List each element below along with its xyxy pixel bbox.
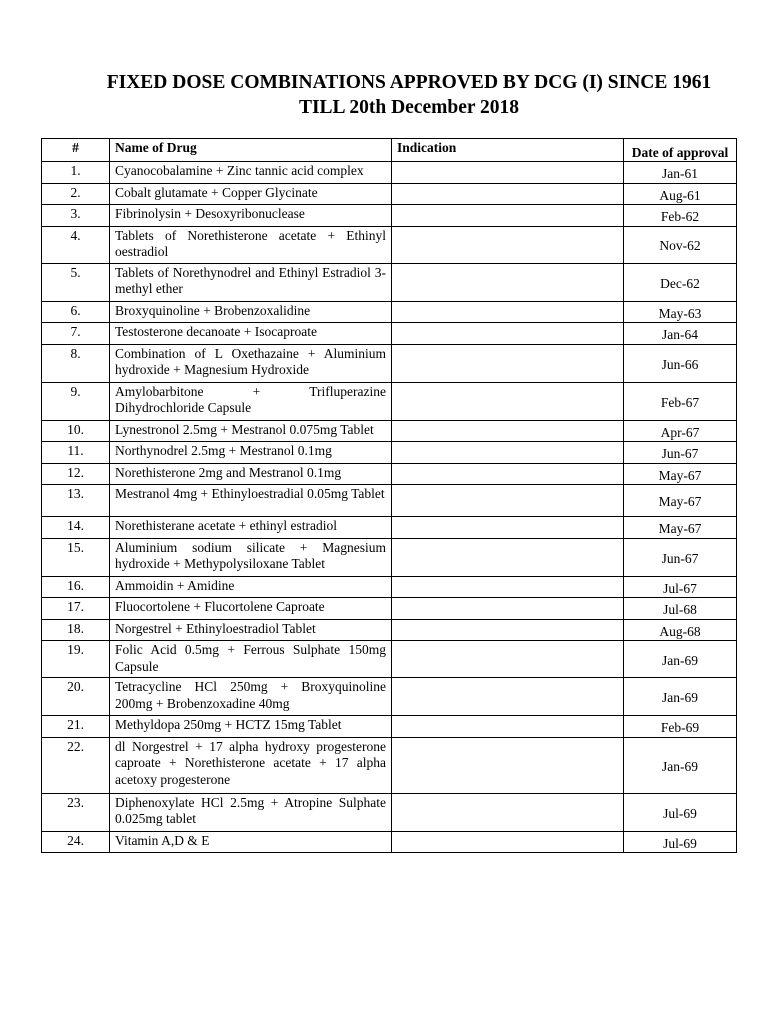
approval-date: May-67 [624, 463, 737, 485]
drug-name: Cobalt glutamate + Copper Glycinate [110, 183, 392, 205]
table-row [42, 517, 737, 539]
table-row [42, 323, 737, 345]
table-row [42, 162, 737, 184]
header-number: # [42, 139, 110, 162]
drug-name: Norethisterone 2mg and Mestranol 0.1mg [110, 463, 392, 485]
table-row [42, 678, 737, 716]
title-line-2: TILL 20th December 2018 [298, 97, 520, 118]
table-row [42, 263, 737, 301]
table-row [42, 619, 737, 641]
table-row [42, 420, 737, 442]
drug-name: Vitamin A,D & E [110, 831, 392, 853]
approval-date: Jul-67 [624, 576, 737, 598]
title-line-1: FIXED DOSE COMBINATIONS APPROVED BY DCG (I) SINCE 1961 [106, 72, 712, 93]
indication-cell [392, 576, 624, 598]
approval-date: Jul-68 [624, 598, 737, 620]
row-number: 19. [42, 641, 110, 678]
approval-date: Apr-67 [624, 420, 737, 442]
row-number: 2. [42, 183, 110, 205]
indication-cell [392, 619, 624, 641]
drug-name: Folic Acid 0.5mg + Ferrous Sulphate 150mg Capsule [110, 641, 392, 678]
drug-name: Aluminium sodium silicate + Magnesium hydroxide + Methypolysiloxane Tablet [110, 538, 392, 576]
row-number: 13. [42, 485, 110, 517]
row-number: 11. [42, 442, 110, 464]
row-number: 5. [42, 263, 110, 301]
drug-name: Tetracycline HCl 250mg + Broxyquinoline 200mg + Brobenzoxadine 40mg [110, 678, 392, 716]
table-row [42, 598, 737, 620]
drug-name: Testosterone decanoate + Isocaproate [110, 323, 392, 345]
indication-cell [392, 517, 624, 539]
approval-date: Jan-69 [624, 641, 737, 678]
indication-cell [392, 598, 624, 620]
drug-name: Mestranol 4mg + Ethinyloestradial 0.05mg Tablet [110, 485, 392, 517]
row-number: 20. [42, 678, 110, 716]
indication-cell [392, 301, 624, 323]
row-number: 9. [42, 382, 110, 420]
table-row [42, 442, 737, 464]
row-number: 3. [42, 205, 110, 227]
approval-date: Jun-67 [624, 538, 737, 576]
indication-cell [392, 162, 624, 184]
indication-cell [392, 420, 624, 442]
drug-name: dl Norgestrel + 17 alpha hydroxy progesterone caproate + Norethisterone acetate + 17 alpha acetoxy progesterone [110, 737, 392, 793]
indication-cell [392, 831, 624, 853]
table-row [42, 793, 737, 831]
indication-cell [392, 382, 624, 420]
approval-date: Jan-64 [624, 323, 737, 345]
fdc-table [41, 138, 737, 853]
row-number: 17. [42, 598, 110, 620]
indication-cell [392, 344, 624, 382]
drug-name: Broxyquinoline + Brobenzoxalidine [110, 301, 392, 323]
table-row [42, 485, 737, 517]
indication-cell [392, 183, 624, 205]
table-row [42, 538, 737, 576]
row-number: 8. [42, 344, 110, 382]
drug-name: Combination of L Oxethazaine + Aluminium hydroxide + Magnesium Hydroxide [110, 344, 392, 382]
table-row [42, 301, 737, 323]
header-indication: Indication [392, 139, 624, 162]
drug-name: Fluocortolene + Flucortolene Caproate [110, 598, 392, 620]
drug-name: Amylobarbitone + Trifluperazine Dihydrochloride Capsule [110, 382, 392, 420]
header-drug-name: Name of Drug [110, 139, 392, 162]
indication-cell [392, 323, 624, 345]
indication-cell [392, 485, 624, 517]
table-row [42, 382, 737, 420]
approval-date: Jul-69 [624, 831, 737, 853]
row-number: 1. [42, 162, 110, 184]
row-number: 23. [42, 793, 110, 831]
indication-cell [392, 226, 624, 263]
table-row [42, 183, 737, 205]
table-row [42, 205, 737, 227]
indication-cell [392, 205, 624, 227]
indication-cell [392, 263, 624, 301]
approval-date: May-67 [624, 485, 737, 517]
approval-date: Dec-62 [624, 263, 737, 301]
document-title [0, 70, 768, 120]
header-date-of-approval: Date of approval [624, 139, 737, 162]
approval-date: Feb-67 [624, 382, 737, 420]
row-number: 7. [42, 323, 110, 345]
row-number: 10. [42, 420, 110, 442]
indication-cell [392, 793, 624, 831]
drug-name: Cyanocobalamine + Zinc tannic acid complex [110, 162, 392, 184]
approval-date: Nov-62 [624, 226, 737, 263]
indication-cell [392, 442, 624, 464]
drug-name: Northynodrel 2.5mg + Mestranol 0.1mg [110, 442, 392, 464]
table-row [42, 463, 737, 485]
approval-date: Jun-66 [624, 344, 737, 382]
table-body [42, 162, 737, 853]
indication-cell [392, 678, 624, 716]
approval-date: Jan-61 [624, 162, 737, 184]
row-number: 6. [42, 301, 110, 323]
table-row [42, 737, 737, 793]
indication-cell [392, 716, 624, 738]
indication-cell [392, 737, 624, 793]
drug-name: Ammoidin + Amidine [110, 576, 392, 598]
table-row [42, 344, 737, 382]
row-number: 18. [42, 619, 110, 641]
row-number: 21. [42, 716, 110, 738]
approval-date: Jun-67 [624, 442, 737, 464]
row-number: 24. [42, 831, 110, 853]
row-number: 4. [42, 226, 110, 263]
table-row [42, 226, 737, 263]
indication-cell [392, 463, 624, 485]
approval-date: May-63 [624, 301, 737, 323]
drug-name: Fibrinolysin + Desoxyribonuclease [110, 205, 392, 227]
approval-date: Jul-69 [624, 793, 737, 831]
indication-cell [392, 641, 624, 678]
row-number: 22. [42, 737, 110, 793]
table-row [42, 576, 737, 598]
row-number: 14. [42, 517, 110, 539]
drug-name: Norgestrel + Ethinyloestradiol Tablet [110, 619, 392, 641]
drug-name: Methyldopa 250mg + HCTZ 15mg Tablet [110, 716, 392, 738]
row-number: 16. [42, 576, 110, 598]
approval-date: May-67 [624, 517, 737, 539]
drug-name: Tablets of Norethynodrel and Ethinyl Estradiol 3-methyl ether [110, 263, 392, 301]
approval-date: Feb-69 [624, 716, 737, 738]
row-number: 15. [42, 538, 110, 576]
approval-date: Jan-69 [624, 678, 737, 716]
approval-date: Aug-61 [624, 183, 737, 205]
table-row [42, 641, 737, 678]
table-row [42, 716, 737, 738]
approval-date: Jan-69 [624, 737, 737, 793]
approval-date: Aug-68 [624, 619, 737, 641]
drug-name: Lynestronol 2.5mg + Mestranol 0.075mg Tablet [110, 420, 392, 442]
drug-name: Tablets of Norethisterone acetate + Ethinyl oestradiol [110, 226, 392, 263]
approval-date: Feb-62 [624, 205, 737, 227]
row-number: 12. [42, 463, 110, 485]
drug-name: Diphenoxylate HCl 2.5mg + Atropine Sulphate 0.025mg tablet [110, 793, 392, 831]
indication-cell [392, 538, 624, 576]
table-header-row [42, 139, 737, 162]
table-row [42, 831, 737, 853]
drug-name: Norethisterane acetate + ethinyl estradiol [110, 517, 392, 539]
